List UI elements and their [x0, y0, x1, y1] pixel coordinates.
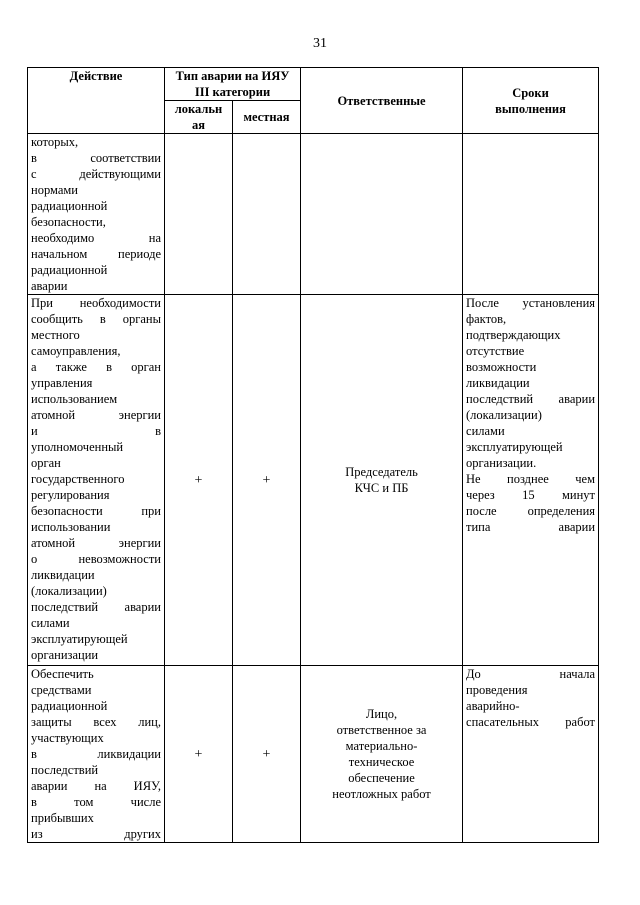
site-mark-cell: [233, 134, 301, 295]
action-cell-line: ликвидации: [31, 568, 95, 582]
local-mark-cell: [165, 295, 233, 666]
action-cell-line: последствий: [31, 763, 99, 777]
deadline-cell-line: спасательных работ: [466, 715, 596, 729]
action-cell: [28, 134, 165, 295]
responsible-cell: [301, 666, 463, 843]
action-cell-line: использованием: [31, 392, 118, 406]
deadline-cell-line: ликвидации: [466, 376, 530, 390]
deadline-cell-line: последствий аварии: [466, 392, 596, 406]
action-cell-line: прибывших: [31, 811, 94, 825]
responsible-line: техническое: [348, 755, 415, 769]
header-local-line2: ая: [191, 118, 205, 132]
action-cell-line: использовании: [31, 520, 111, 534]
header-responsible: Ответственные: [301, 68, 463, 134]
action-cell-line: Обеспечить: [31, 667, 94, 681]
action-cell-line: При необходимости: [31, 296, 161, 310]
action-cell-line: уполномоченный: [31, 440, 124, 454]
deadline-cell: [463, 134, 599, 295]
site-mark-cell: [233, 295, 301, 666]
header-action: Действие: [28, 68, 165, 134]
action-cell-line: государственного: [31, 472, 125, 486]
responsible-line: обеспечение: [348, 771, 415, 785]
action-cell: [28, 295, 165, 666]
action-cell-line: последствий аварии: [31, 600, 161, 614]
action-cell-line: а также в орган: [31, 360, 161, 374]
action-cell-line: радиационной: [31, 699, 108, 713]
local-mark-cell: [165, 666, 233, 843]
header-site: местная: [233, 101, 301, 134]
action-cell-line: безопасности,: [31, 215, 106, 229]
action-cell-line: защиты всех лиц,: [31, 715, 161, 729]
header-local: [165, 101, 233, 134]
table-body: [28, 134, 599, 843]
action-cell-line: в ликвидации: [31, 747, 161, 761]
page-number: 31: [313, 36, 327, 51]
action-cell-line: безопасности при: [31, 504, 161, 518]
deadline-cell-line: отсутствие: [466, 344, 525, 358]
local-mark: +: [194, 472, 203, 488]
responsible-line: Лицо,: [365, 707, 398, 721]
action-cell-line: и в: [31, 424, 161, 438]
deadline-cell-line: До начала: [466, 667, 596, 681]
action-cell-line: орган: [31, 456, 61, 470]
deadline-cell: [463, 666, 599, 843]
table-header-row: [28, 68, 599, 101]
deadline-cell: [463, 295, 599, 666]
header-deadline: [463, 68, 599, 134]
action-cell-line: радиационной: [31, 263, 108, 277]
action-cell-line: необходимо на: [31, 231, 161, 245]
table-row: [28, 666, 599, 843]
local-mark: +: [194, 746, 203, 762]
header-deadline-line2: выполнения: [495, 101, 566, 116]
responsible-line: Председатель: [345, 465, 418, 479]
deadline-cell-line: типа аварии: [466, 520, 596, 534]
action-cell-line: аварии: [31, 279, 68, 293]
deadline-cell-line: аварийно-: [466, 699, 520, 713]
deadline-cell-line: фактов,: [466, 312, 507, 326]
site-mark: +: [262, 746, 271, 762]
action-cell-line: (локализации): [31, 584, 107, 598]
deadline-cell-line: возможности: [466, 360, 537, 374]
responsible-line: материально-: [345, 739, 418, 753]
deadline-cell-line: Не позднее чем: [466, 472, 596, 486]
table-row: [28, 134, 599, 295]
deadline-cell-line: организации.: [466, 456, 537, 470]
deadline-cell-line: (локализации): [466, 408, 542, 422]
actions-table: [27, 67, 599, 843]
deadline-cell-line: силами: [466, 424, 505, 438]
action-cell-line: эксплуатирующей: [31, 632, 128, 646]
action-cell-line: аварии на ИЯУ,: [31, 779, 161, 793]
action-cell-line: в соответствии: [31, 151, 161, 165]
action-cell-line: в том числе: [31, 795, 161, 809]
deadline-cell-line: проведения: [466, 683, 528, 697]
responsible-cell: [301, 295, 463, 666]
header-accident-type: Тип аварии на ИЯУ III категории: [165, 68, 301, 101]
action-cell-line: начальном периоде: [31, 247, 161, 261]
deadline-cell-line: После установления: [466, 296, 596, 310]
action-cell-line: атомной энергии: [31, 408, 161, 422]
action-cell-line: средствами: [31, 683, 92, 697]
action-cell-line: управления: [31, 376, 93, 390]
action-cell-line: с действующими: [31, 167, 161, 181]
action-cell-line: радиационной: [31, 199, 108, 213]
action-cell: [28, 666, 165, 843]
deadline-cell-line: эксплуатирующей: [466, 440, 563, 454]
action-cell-line: организации: [31, 648, 99, 662]
deadline-cell-line: через 15 минут: [466, 488, 596, 502]
responsible-line: неотложных работ: [332, 787, 431, 801]
action-cell-line: регулирования: [31, 488, 110, 502]
deadline-cell-line: подтверждающих: [466, 328, 561, 342]
header-deadline-line1: Сроки: [512, 85, 549, 100]
action-cell-line: сообщить в органы: [31, 312, 161, 326]
responsible-line: КЧС и ПБ: [354, 481, 409, 495]
local-mark-cell: [165, 134, 233, 295]
action-cell-line: нормами: [31, 183, 78, 197]
responsible-cell: [301, 134, 463, 295]
action-cell-line: самоуправления,: [31, 344, 121, 358]
action-cell-line: местного: [31, 328, 80, 342]
site-mark-cell: [233, 666, 301, 843]
action-cell-line: силами: [31, 616, 70, 630]
header-local-line1: локальн: [174, 102, 223, 116]
site-mark: +: [262, 472, 271, 488]
action-cell-line: о невозможности: [31, 552, 161, 566]
action-cell-line: участвующих: [31, 731, 104, 745]
responsible-line: ответственное за: [336, 723, 427, 737]
action-cell-line: атомной энергии: [31, 536, 161, 550]
action-cell-line: которых,: [31, 135, 79, 149]
table-row: [28, 295, 599, 666]
action-cell-line: из других: [31, 827, 161, 841]
deadline-cell-line: после определения: [466, 504, 596, 518]
